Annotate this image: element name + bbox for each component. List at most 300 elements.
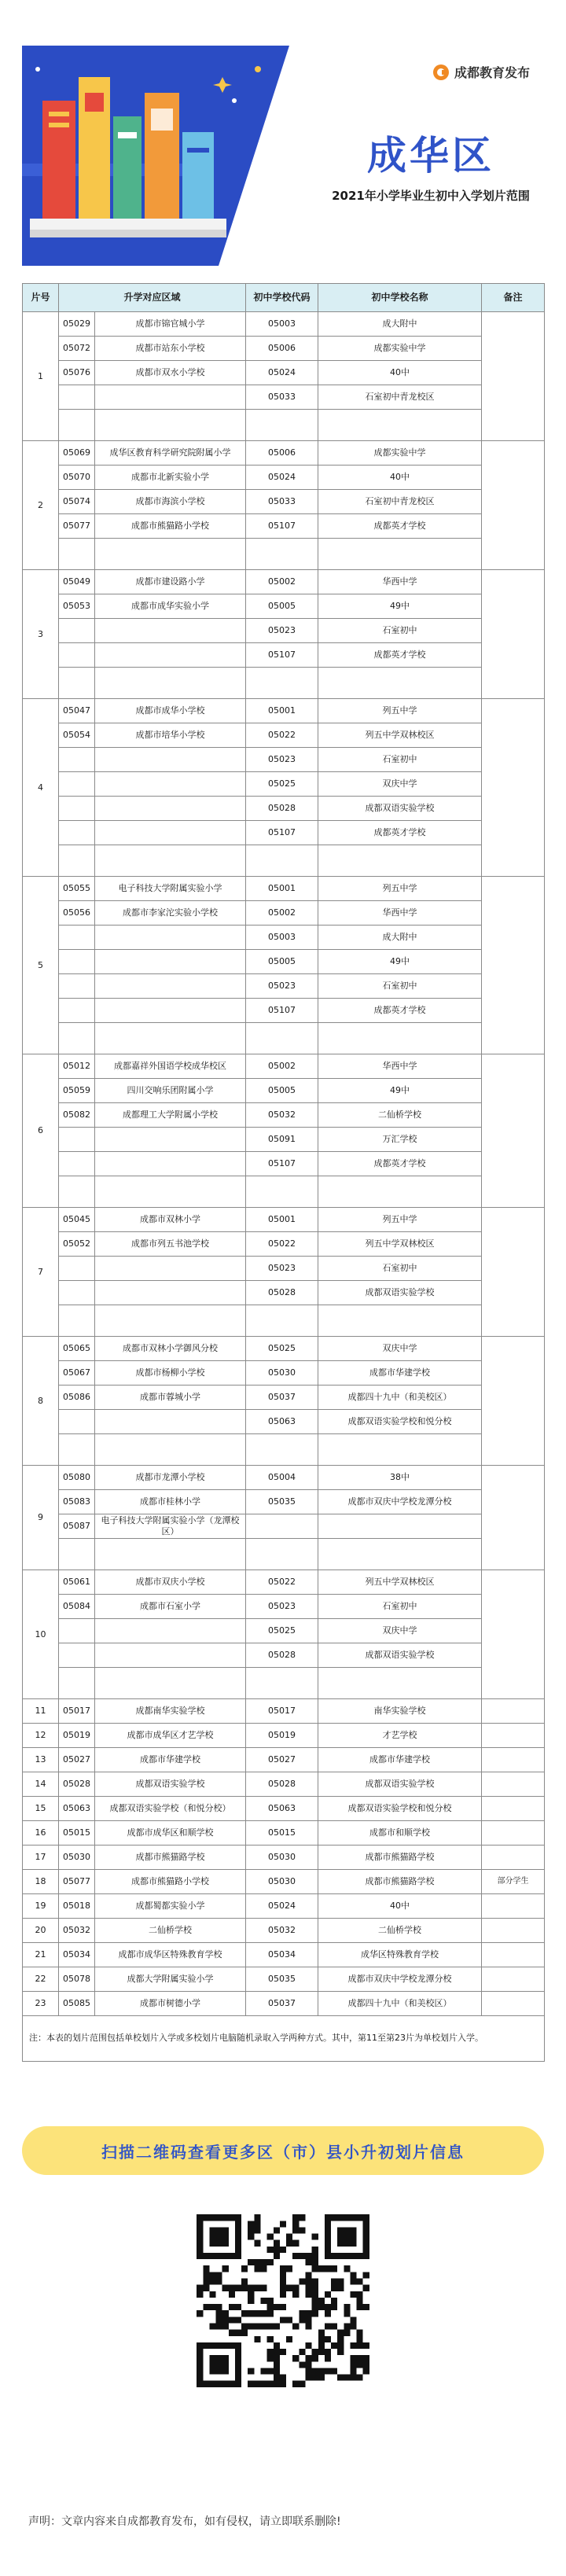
primary-school-code: 05019 — [59, 1724, 95, 1748]
middle-school-name: 列五中学双林校区 — [318, 723, 482, 748]
middle-school-name: 成都双语实验学校 — [318, 1772, 482, 1797]
middle-school-name: 成都市华建学校 — [318, 1748, 482, 1772]
table-row — [23, 619, 545, 643]
middle-school-code: 05003 — [246, 926, 318, 950]
table-row — [23, 723, 545, 748]
primary-school-code: 05053 — [59, 594, 95, 619]
empty-cell — [59, 410, 95, 441]
middle-school-name: 成都双语实验学校 — [318, 1643, 482, 1668]
primary-school-name: 成都市熊猫路学校 — [95, 1846, 246, 1870]
primary-school-name — [95, 1128, 246, 1152]
empty-cell — [95, 1434, 246, 1466]
middle-school-code: 05034 — [246, 1943, 318, 1967]
middle-school-code: 05107 — [246, 1152, 318, 1176]
primary-school-code: 05069 — [59, 441, 95, 466]
primary-school-code — [59, 797, 95, 821]
pian-number: 13 — [23, 1748, 59, 1772]
remark-cell — [482, 1967, 545, 1992]
middle-school-name: 双庆中学 — [318, 1619, 482, 1643]
empty-cell — [318, 410, 482, 441]
empty-cell — [95, 410, 246, 441]
pian-number: 7 — [23, 1208, 59, 1337]
middle-school-code: 05002 — [246, 901, 318, 926]
pian-number: 21 — [23, 1943, 59, 1967]
table-row — [23, 643, 545, 668]
primary-school-code: 05055 — [59, 877, 95, 901]
middle-school-name: 石室初中 — [318, 1257, 482, 1281]
primary-school-name: 成都市成华区和顺学校 — [95, 1821, 246, 1846]
primary-school-name: 成都市成华区特殊教育学校 — [95, 1943, 246, 1967]
middle-school-name: 双庆中学 — [318, 772, 482, 797]
primary-school-name — [95, 385, 246, 410]
scan-banner — [22, 2126, 544, 2175]
primary-school-name — [95, 926, 246, 950]
pian-number: 11 — [23, 1699, 59, 1724]
primary-school-name — [95, 1410, 246, 1434]
primary-school-name: 成都蜀都实验小学 — [95, 1894, 246, 1919]
primary-school-code: 05072 — [59, 337, 95, 361]
empty-cell — [59, 845, 95, 877]
table-row — [23, 514, 545, 539]
primary-school-name — [95, 643, 246, 668]
middle-school-name: 列五中学双林校区 — [318, 1570, 482, 1595]
remark-cell — [482, 1466, 545, 1570]
zoning-table-wrap — [22, 283, 544, 2062]
remark-cell — [482, 1337, 545, 1466]
primary-school-name: 成都市成华实验小学 — [95, 594, 246, 619]
middle-school-name: 二仙桥学校 — [318, 1919, 482, 1943]
middle-school-name: 石室初中 — [318, 619, 482, 643]
primary-school-name: 电子科技大学附属实验小学 — [95, 877, 246, 901]
table-row — [23, 1232, 545, 1257]
primary-school-code: 05065 — [59, 1337, 95, 1361]
primary-school-name — [95, 619, 246, 643]
header-middle-name: 初中学校名称 — [318, 284, 482, 312]
middle-school-code: 05024 — [246, 466, 318, 490]
circle-c-logo-icon — [432, 64, 450, 81]
primary-school-code: 05029 — [59, 312, 95, 337]
table-row — [23, 1943, 545, 1967]
primary-school-code — [59, 999, 95, 1023]
middle-school-code: 05107 — [246, 514, 318, 539]
header-primary-area: 升学对应区域 — [59, 284, 246, 312]
table-row — [23, 337, 545, 361]
middle-school-code: 05023 — [246, 1257, 318, 1281]
middle-school-code: 05025 — [246, 1337, 318, 1361]
remark-cell — [482, 1570, 545, 1699]
primary-school-code: 05030 — [59, 1846, 95, 1870]
primary-school-name — [95, 1619, 246, 1643]
table-row — [23, 950, 545, 974]
primary-school-name: 成都双语实验学校 — [95, 1772, 246, 1797]
middle-school-name: 石室初中青龙校区 — [318, 490, 482, 514]
primary-school-name: 成都市龙潭小学校 — [95, 1466, 246, 1490]
middle-school-code: 05030 — [246, 1870, 318, 1894]
table-row — [23, 1821, 545, 1846]
primary-school-code: 05077 — [59, 514, 95, 539]
middle-school-code: 05035 — [246, 1490, 318, 1514]
empty-cell — [246, 1305, 318, 1337]
middle-school-code: 05107 — [246, 999, 318, 1023]
empty-cell — [246, 845, 318, 877]
remark-cell — [482, 1797, 545, 1821]
middle-school-name: 成都市华建学校 — [318, 1361, 482, 1386]
primary-school-code — [59, 1128, 95, 1152]
primary-school-code: 05063 — [59, 1797, 95, 1821]
middle-school-name: 石室初中青龙校区 — [318, 385, 482, 410]
empty-cell — [246, 1176, 318, 1208]
pian-number: 16 — [23, 1821, 59, 1846]
empty-cell — [95, 1305, 246, 1337]
primary-school-code — [59, 385, 95, 410]
table-row — [23, 1434, 545, 1466]
middle-school-code: 05002 — [246, 1054, 318, 1079]
pian-number: 22 — [23, 1967, 59, 1992]
table-row — [23, 1305, 545, 1337]
pian-number: 14 — [23, 1772, 59, 1797]
primary-school-code — [59, 821, 95, 845]
middle-school-name: 二仙桥学校 — [318, 1103, 482, 1128]
pian-number: 19 — [23, 1894, 59, 1919]
middle-school-code: 05022 — [246, 1570, 318, 1595]
remark-cell — [482, 1992, 545, 2016]
books-illustration-icon — [22, 46, 289, 266]
primary-school-code: 05047 — [59, 699, 95, 723]
primary-school-name: 成都市石室小学 — [95, 1595, 246, 1619]
table-row — [23, 1466, 545, 1490]
middle-school-code: 05033 — [246, 490, 318, 514]
middle-school-code: 05003 — [246, 312, 318, 337]
middle-school-code: 05024 — [246, 1894, 318, 1919]
middle-school-name: 华西中学 — [318, 570, 482, 594]
primary-school-name: 成都市站东小学校 — [95, 337, 246, 361]
middle-school-name: 成大附中 — [318, 312, 482, 337]
middle-school-code: 05006 — [246, 441, 318, 466]
table-row — [23, 441, 545, 466]
table-row — [23, 466, 545, 490]
table-row — [23, 1539, 545, 1570]
table-row — [23, 668, 545, 699]
pian-number: 20 — [23, 1919, 59, 1943]
middle-school-code: 05030 — [246, 1361, 318, 1386]
primary-school-code: 05054 — [59, 723, 95, 748]
middle-school-name: 成都双语实验学校和悦分校 — [318, 1410, 482, 1434]
empty-cell — [246, 1539, 318, 1570]
empty-cell — [95, 1539, 246, 1570]
district-title: 成华区 — [367, 133, 494, 178]
primary-school-name — [95, 1152, 246, 1176]
primary-school-code: 05034 — [59, 1943, 95, 1967]
primary-school-code: 05027 — [59, 1748, 95, 1772]
primary-school-name: 成都市海滨小学校 — [95, 490, 246, 514]
empty-cell — [318, 1305, 482, 1337]
empty-cell — [95, 845, 246, 877]
table-row — [23, 1668, 545, 1699]
primary-school-name: 电子科技大学附属实验小学（龙潭校区） — [95, 1514, 246, 1539]
middle-school-code: 05027 — [246, 1748, 318, 1772]
table-row — [23, 1595, 545, 1619]
primary-school-name: 成都市蓉城小学 — [95, 1386, 246, 1410]
middle-school-name: 成都英才学校 — [318, 999, 482, 1023]
primary-school-name: 成都市成华小学校 — [95, 699, 246, 723]
table-row — [23, 1208, 545, 1232]
primary-school-name — [95, 1643, 246, 1668]
table-row — [23, 1699, 545, 1724]
primary-school-code: 05077 — [59, 1870, 95, 1894]
empty-cell — [95, 539, 246, 570]
primary-school-code: 05067 — [59, 1361, 95, 1386]
primary-school-name — [95, 748, 246, 772]
primary-school-name — [95, 999, 246, 1023]
middle-school-code: 05107 — [246, 643, 318, 668]
table-row — [23, 1410, 545, 1434]
middle-school-code: 05001 — [246, 699, 318, 723]
middle-school-code: 05063 — [246, 1797, 318, 1821]
primary-school-code: 05083 — [59, 1490, 95, 1514]
primary-school-code — [59, 1410, 95, 1434]
pian-number: 10 — [23, 1570, 59, 1699]
remark-cell — [482, 1208, 545, 1337]
table-row — [23, 1152, 545, 1176]
primary-school-name: 成都市树德小学 — [95, 1992, 246, 2016]
primary-school-code: 05087 — [59, 1514, 95, 1539]
remark-cell — [482, 570, 545, 699]
middle-school-name — [318, 1514, 482, 1539]
empty-cell — [59, 1434, 95, 1466]
table-row — [23, 1724, 545, 1748]
primary-school-name — [95, 797, 246, 821]
middle-school-code: 05037 — [246, 1386, 318, 1410]
middle-school-name: 成都双语实验学校 — [318, 1281, 482, 1305]
empty-cell — [59, 1305, 95, 1337]
empty-cell — [318, 1668, 482, 1699]
primary-school-code — [59, 619, 95, 643]
middle-school-code: 05024 — [246, 361, 318, 385]
brand — [432, 63, 530, 81]
middle-school-name: 列五中学 — [318, 699, 482, 723]
table-row — [23, 699, 545, 723]
middle-school-name: 成都市双庆中学校龙潭分校 — [318, 1967, 482, 1992]
primary-school-code: 05032 — [59, 1919, 95, 1943]
primary-school-code: 05080 — [59, 1466, 95, 1490]
primary-school-code: 05015 — [59, 1821, 95, 1846]
primary-school-code: 05070 — [59, 466, 95, 490]
table-row — [23, 312, 545, 337]
primary-school-code: 05045 — [59, 1208, 95, 1232]
table-row — [23, 1894, 545, 1919]
table-row — [23, 1772, 545, 1797]
empty-cell — [318, 845, 482, 877]
empty-cell — [59, 1539, 95, 1570]
table-row — [23, 1797, 545, 1821]
table-row — [23, 1361, 545, 1386]
middle-school-name: 成都双语实验学校 — [318, 797, 482, 821]
page-subtitle: 2021年小学毕业生初中入学划片范围 — [332, 189, 530, 203]
empty-cell — [95, 1176, 246, 1208]
primary-school-code: 05012 — [59, 1054, 95, 1079]
remark-cell — [482, 1724, 545, 1748]
primary-school-name: 成都理工大学附属小学校 — [95, 1103, 246, 1128]
middle-school-name: 成都市熊猫路学校 — [318, 1846, 482, 1870]
primary-school-name: 成都市桂林小学 — [95, 1490, 246, 1514]
table-row — [23, 901, 545, 926]
pian-number: 5 — [23, 877, 59, 1054]
middle-school-name: 成都英才学校 — [318, 643, 482, 668]
primary-school-code — [59, 1152, 95, 1176]
table-row — [23, 1514, 545, 1539]
middle-school-name: 双庆中学 — [318, 1337, 482, 1361]
table-row — [23, 797, 545, 821]
middle-school-code: 05005 — [246, 1079, 318, 1103]
middle-school-name: 38中 — [318, 1466, 482, 1490]
empty-cell — [59, 539, 95, 570]
pian-number: 17 — [23, 1846, 59, 1870]
middle-school-code: 05015 — [246, 1821, 318, 1846]
table-row — [23, 1967, 545, 1992]
remark-cell — [482, 312, 545, 441]
header-pian: 片号 — [23, 284, 59, 312]
primary-school-code: 05028 — [59, 1772, 95, 1797]
empty-cell — [59, 1668, 95, 1699]
pian-number: 12 — [23, 1724, 59, 1748]
note-row — [23, 2016, 545, 2062]
middle-school-name: 成都市和顺学校 — [318, 1821, 482, 1846]
empty-cell — [59, 668, 95, 699]
primary-school-code — [59, 748, 95, 772]
table-row — [23, 1643, 545, 1668]
table-body — [23, 312, 545, 2016]
table-row — [23, 1992, 545, 2016]
middle-school-name: 成都市熊猫路学校 — [318, 1870, 482, 1894]
empty-cell — [95, 1668, 246, 1699]
empty-cell — [318, 1539, 482, 1570]
primary-school-code: 05017 — [59, 1699, 95, 1724]
primary-school-code: 05082 — [59, 1103, 95, 1128]
middle-school-name: 石室初中 — [318, 748, 482, 772]
disclaimer: 声明：文章内容来自成都教育发布，如有侵权，请立即联系删除! — [28, 2515, 341, 2528]
middle-school-name: 列五中学 — [318, 1208, 482, 1232]
empty-cell — [318, 1023, 482, 1054]
middle-school-name: 40中 — [318, 466, 482, 490]
primary-school-code: 05059 — [59, 1079, 95, 1103]
middle-school-code: 05030 — [246, 1846, 318, 1870]
primary-school-name: 成都市熊猫路小学校 — [95, 1870, 246, 1894]
middle-school-code: 05032 — [246, 1103, 318, 1128]
middle-school-name: 石室初中 — [318, 1595, 482, 1619]
table-row — [23, 490, 545, 514]
primary-school-name: 二仙桥学校 — [95, 1919, 246, 1943]
primary-school-name: 四川交响乐团附属小学 — [95, 1079, 246, 1103]
primary-school-code: 05052 — [59, 1232, 95, 1257]
middle-school-code: 05037 — [246, 1992, 318, 2016]
qr-code-icon[interactable] — [190, 2208, 376, 2394]
middle-school-code: 05023 — [246, 619, 318, 643]
empty-cell — [95, 668, 246, 699]
table-row — [23, 570, 545, 594]
primary-school-name — [95, 772, 246, 797]
primary-school-name: 成都嘉祥外国语学校成华校区 — [95, 1054, 246, 1079]
middle-school-code: 05005 — [246, 950, 318, 974]
table-row — [23, 1490, 545, 1514]
remark-cell — [482, 1846, 545, 1870]
primary-school-code — [59, 974, 95, 999]
empty-cell — [246, 1668, 318, 1699]
table-row — [23, 1128, 545, 1152]
middle-school-code: 05006 — [246, 337, 318, 361]
remark-cell — [482, 1821, 545, 1846]
empty-cell — [246, 1434, 318, 1466]
table-row — [23, 926, 545, 950]
table-row — [23, 410, 545, 441]
middle-school-code: 05063 — [246, 1410, 318, 1434]
middle-school-name: 列五中学双林校区 — [318, 1232, 482, 1257]
remark-cell: 部分学生 — [482, 1870, 545, 1894]
empty-cell — [318, 1434, 482, 1466]
remark-cell — [482, 1943, 545, 1967]
middle-school-name: 成都英才学校 — [318, 514, 482, 539]
table-row — [23, 1846, 545, 1870]
middle-school-code: 05001 — [246, 1208, 318, 1232]
primary-school-code — [59, 643, 95, 668]
primary-school-name: 成都南华实验学校 — [95, 1699, 246, 1724]
primary-school-code: 05085 — [59, 1992, 95, 2016]
primary-school-name: 成都市熊猫路小学校 — [95, 514, 246, 539]
primary-school-code: 05074 — [59, 490, 95, 514]
middle-school-code: 05035 — [246, 1967, 318, 1992]
primary-school-code: 05078 — [59, 1967, 95, 1992]
table-row — [23, 385, 545, 410]
primary-school-code: 05018 — [59, 1894, 95, 1919]
table-note: 注：本表的划片范围包括单校划片入学或多校划片电脑随机录取入学两种方式。其中，第11至第23片为单校划片入学。 — [23, 2016, 545, 2062]
empty-cell — [246, 668, 318, 699]
remark-cell — [482, 1772, 545, 1797]
primary-school-code — [59, 1619, 95, 1643]
primary-school-code — [59, 926, 95, 950]
middle-school-code: 05028 — [246, 1643, 318, 1668]
header-remark: 备注 — [482, 284, 545, 312]
middle-school-code: 05028 — [246, 1772, 318, 1797]
pian-number: 9 — [23, 1466, 59, 1570]
middle-school-name: 成都双语实验学校和悦分校 — [318, 1797, 482, 1821]
empty-cell — [59, 1176, 95, 1208]
remark-cell — [482, 1919, 545, 1943]
pian-number: 1 — [23, 312, 59, 441]
primary-school-name: 成都市培华小学校 — [95, 723, 246, 748]
middle-school-name: 列五中学 — [318, 877, 482, 901]
middle-school-code: 05025 — [246, 1619, 318, 1643]
table-row — [23, 1337, 545, 1361]
middle-school-code: 05025 — [246, 772, 318, 797]
middle-school-name: 成都实验中学 — [318, 441, 482, 466]
table-row — [23, 1176, 545, 1208]
middle-school-code: 05032 — [246, 1919, 318, 1943]
primary-school-name: 成都市双庆小学校 — [95, 1570, 246, 1595]
middle-school-name: 49中 — [318, 950, 482, 974]
middle-school-code: 05022 — [246, 723, 318, 748]
header-middle-code: 初中学校代码 — [246, 284, 318, 312]
middle-school-name: 才艺学校 — [318, 1724, 482, 1748]
pian-number: 18 — [23, 1870, 59, 1894]
middle-school-name: 南华实验学校 — [318, 1699, 482, 1724]
middle-school-code: 05019 — [246, 1724, 318, 1748]
middle-school-code: 05002 — [246, 570, 318, 594]
table-row — [23, 877, 545, 901]
middle-school-name: 成都英才学校 — [318, 1152, 482, 1176]
primary-school-name — [95, 1257, 246, 1281]
middle-school-code: 05091 — [246, 1128, 318, 1152]
middle-school-name: 成都英才学校 — [318, 821, 482, 845]
pian-number: 4 — [23, 699, 59, 877]
